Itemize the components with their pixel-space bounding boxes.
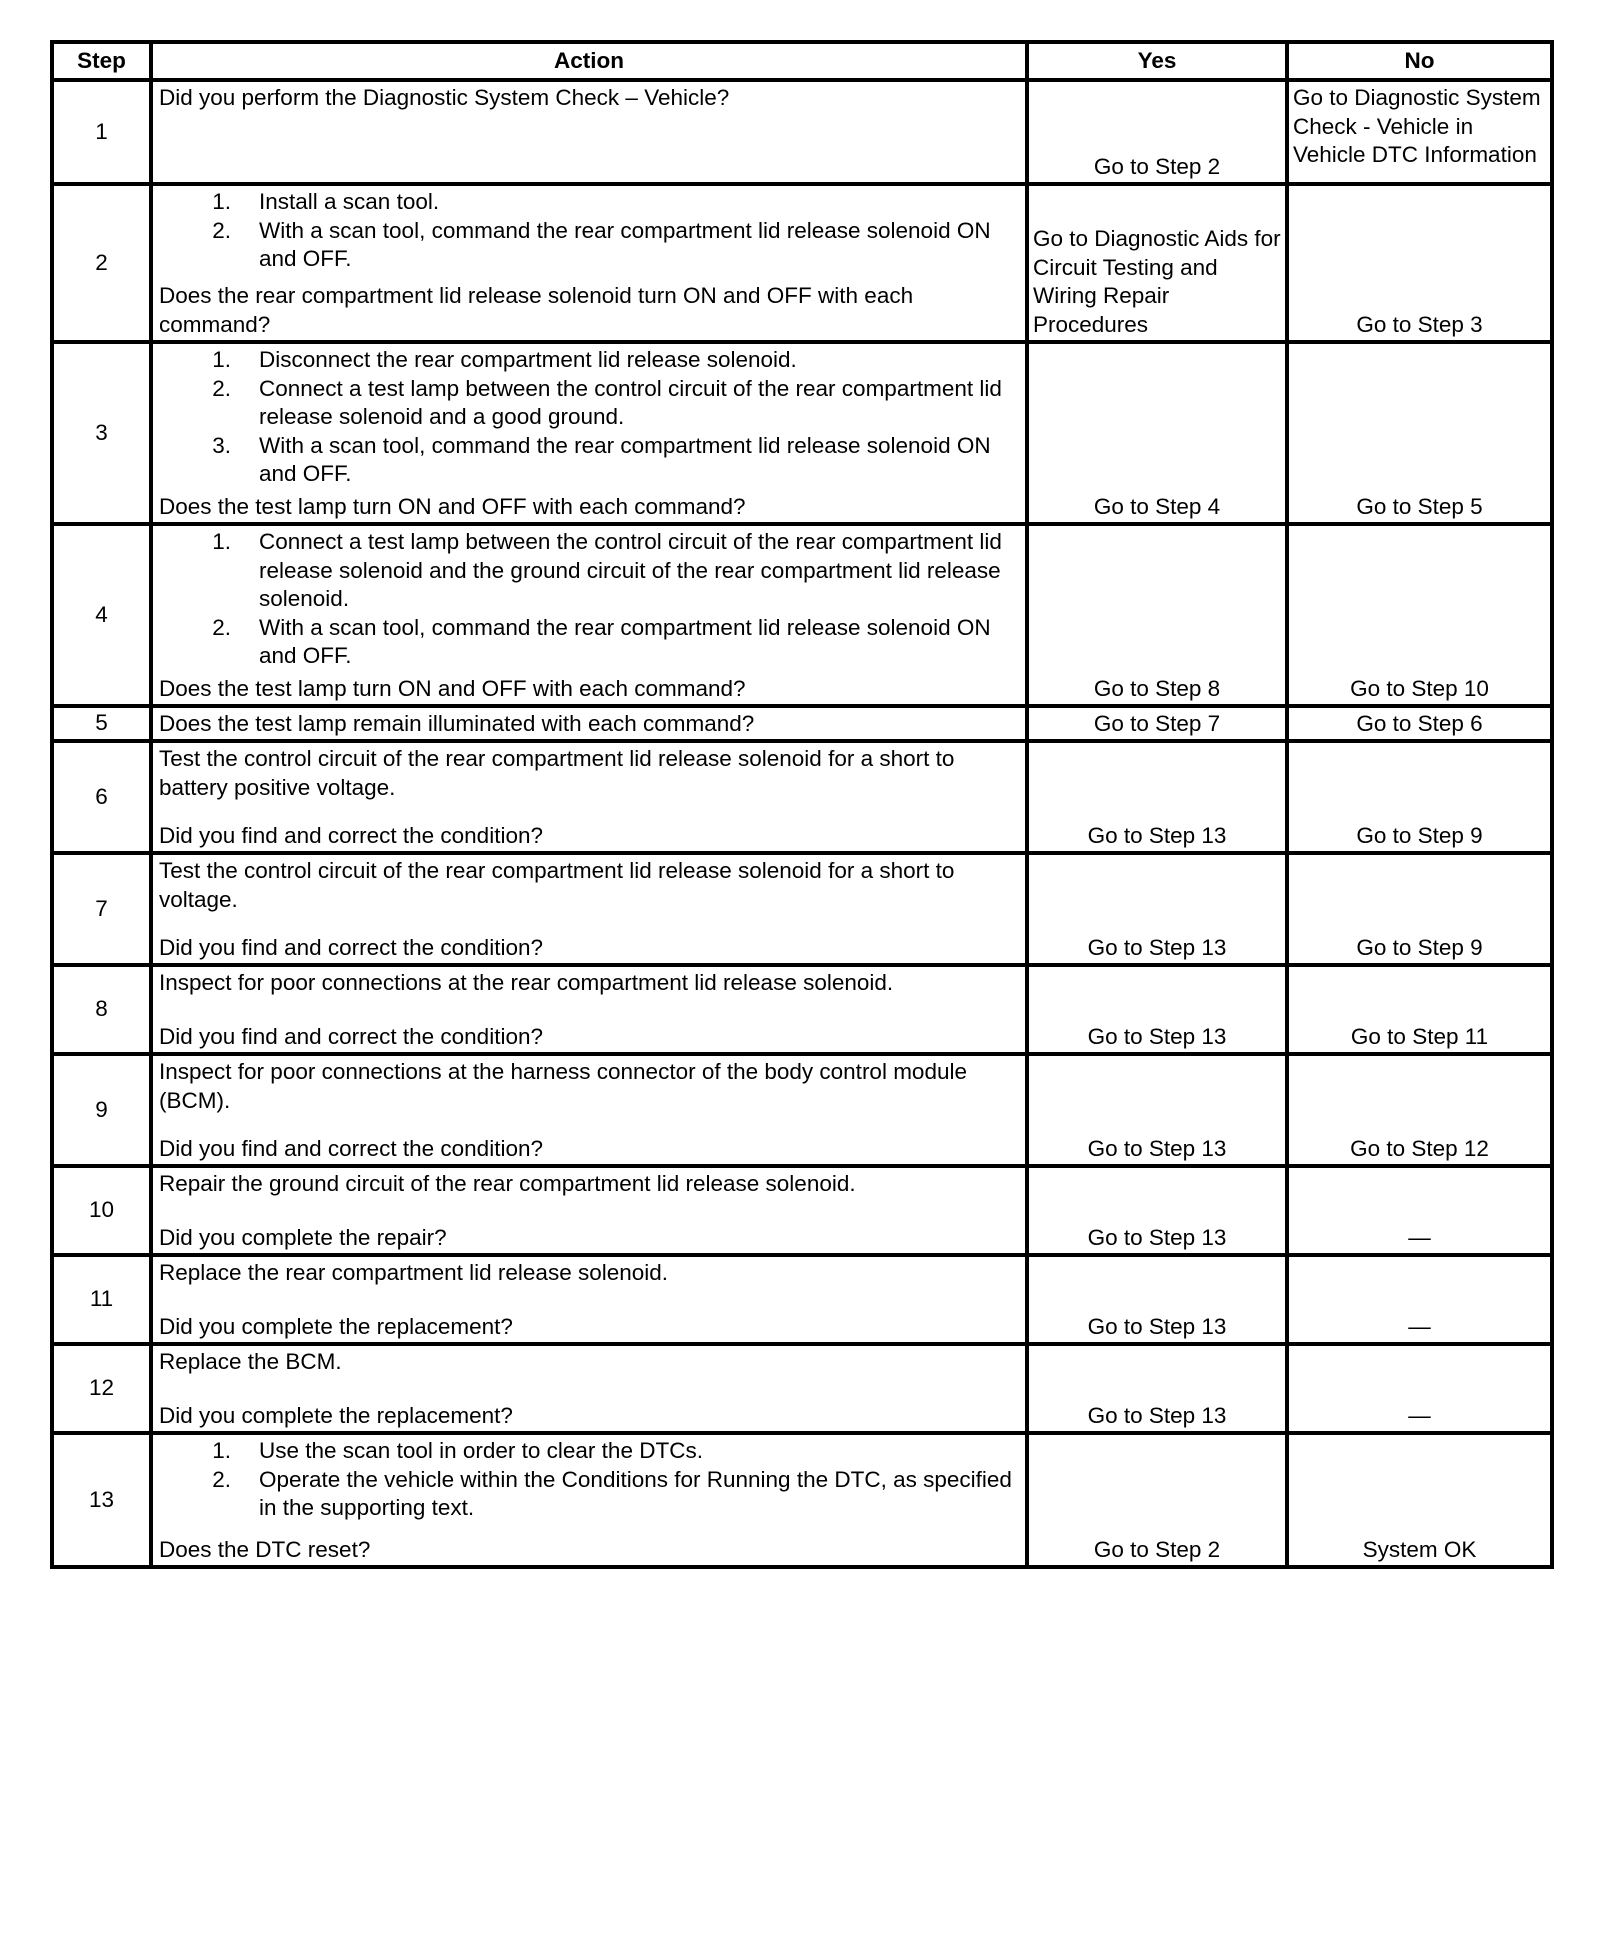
action-question: Did you find and correct the condition? <box>159 1023 543 1049</box>
yes-result: Go to Step 8 <box>1027 524 1287 706</box>
table-row <box>52 1255 1552 1344</box>
action-instruction: Inspect for poor connections at the rear compartment lid release solenoid. <box>159 970 894 995</box>
action-instruction: Replace the BCM. <box>159 1349 342 1374</box>
action-question: Did you complete the repair? <box>159 1224 447 1250</box>
action-step-item <box>159 217 1019 274</box>
action-step-item <box>159 1437 1019 1466</box>
action-cell <box>151 1255 1027 1344</box>
yes-result: Go to Step 13 <box>1027 1255 1287 1344</box>
action-cell <box>151 524 1027 706</box>
yes-result: Go to Step 2 <box>1027 1433 1287 1567</box>
action-step-number: 2. <box>212 1466 231 1492</box>
yes-result: Go to Step 13 <box>1027 1054 1287 1166</box>
action-step-number: 1. <box>212 529 231 554</box>
action-instruction: Test the control circuit of the rear compartment lid release solenoid for a short to voltage. <box>159 858 955 912</box>
no-result: — <box>1287 1166 1552 1255</box>
step-number: 10 <box>52 1166 151 1255</box>
yes-result: Go to Step 13 <box>1027 965 1287 1054</box>
header-action: Action <box>151 42 1027 80</box>
no-result: Go to Diagnostic System Check - Vehicle in Vehicle DTC Information <box>1287 80 1552 184</box>
action-steps-list <box>159 346 1019 489</box>
no-result: Go to Step 6 <box>1287 706 1552 741</box>
action-cell <box>151 1433 1027 1567</box>
action-cell <box>151 80 1027 184</box>
yes-result: Go to Step 7 <box>1027 706 1287 741</box>
action-question: Does the test lamp turn ON and OFF with each command? <box>159 675 746 701</box>
action-cell <box>151 706 1027 741</box>
action-step-item <box>159 346 1019 375</box>
step-number: 11 <box>52 1255 151 1344</box>
action-step-text: With a scan tool, command the rear compartment lid release solenoid ON and OFF. <box>259 432 991 486</box>
no-result: Go to Step 10 <box>1287 524 1552 706</box>
action-step-item <box>159 188 1019 217</box>
action-step-number: 3. <box>212 432 231 458</box>
action-step-text: Operate the vehicle within the Conditions for Running the DTC, as specified in the supporting text. <box>259 1466 1012 1520</box>
action-question: Does the test lamp turn ON and OFF with each command? <box>159 493 746 519</box>
step-number: 7 <box>52 853 151 965</box>
no-result: Go to Step 9 <box>1287 741 1552 853</box>
step-number: 2 <box>52 184 151 342</box>
table-row <box>52 1166 1552 1255</box>
action-steps-list <box>159 188 1019 274</box>
no-result: — <box>1287 1255 1552 1344</box>
step-number: 4 <box>52 524 151 706</box>
step-number: 13 <box>52 1433 151 1567</box>
action-step-item <box>159 614 1019 671</box>
action-cell <box>151 1054 1027 1166</box>
action-step-text: Install a scan tool. <box>259 189 440 214</box>
action-step-text: With a scan tool, command the rear compartment lid release solenoid ON and OFF. <box>259 614 991 668</box>
no-result: Go to Step 9 <box>1287 853 1552 965</box>
no-result: Go to Step 3 <box>1287 184 1552 342</box>
action-question: Did you find and correct the condition? <box>159 1135 543 1161</box>
no-result: Go to Step 11 <box>1287 965 1552 1054</box>
step-number: 3 <box>52 342 151 524</box>
action-instruction: Repair the ground circuit of the rear compartment lid release solenoid. <box>159 1171 856 1196</box>
table-row <box>52 1433 1552 1567</box>
action-step-number: 1. <box>212 189 231 214</box>
diagnostic-table <box>50 40 1554 1569</box>
table-row <box>52 342 1552 524</box>
table-row <box>52 706 1552 741</box>
table-row <box>52 80 1552 184</box>
action-steps-list <box>159 528 1019 671</box>
yes-result: Go to Step 2 <box>1027 80 1287 184</box>
step-number: 12 <box>52 1344 151 1433</box>
step-number: 9 <box>52 1054 151 1166</box>
yes-result: Go to Step 13 <box>1027 741 1287 853</box>
yes-result: Go to Step 13 <box>1027 1166 1287 1255</box>
header-yes: Yes <box>1027 42 1287 80</box>
action-step-number: 2. <box>212 217 231 243</box>
action-cell <box>151 184 1027 342</box>
action-cell <box>151 741 1027 853</box>
header-step: Step <box>52 42 151 80</box>
action-step-text: Use the scan tool in order to clear the DTCs. <box>259 1438 703 1463</box>
yes-result: Go to Step 13 <box>1027 1344 1287 1433</box>
action-step-number: 2. <box>212 375 231 401</box>
step-number: 1 <box>52 80 151 184</box>
header-no: No <box>1287 42 1552 80</box>
no-result: System OK <box>1287 1433 1552 1567</box>
action-question: Does the test lamp remain illuminated with each command? <box>159 711 755 736</box>
table-row <box>52 1344 1552 1433</box>
action-step-text: With a scan tool, command the rear compartment lid release solenoid ON and OFF. <box>259 217 991 271</box>
table-row <box>52 1054 1552 1166</box>
header-row <box>52 42 1552 80</box>
yes-result: Go to Step 4 <box>1027 342 1287 524</box>
action-step-item <box>159 375 1019 432</box>
action-step-number: 1. <box>212 347 231 372</box>
action-question: Did you find and correct the condition? <box>159 934 543 960</box>
action-question: Does the rear compartment lid release solenoid turn ON and OFF with each command? <box>159 283 914 337</box>
action-instruction: Test the control circuit of the rear compartment lid release solenoid for a short to battery positive voltage. <box>159 746 955 800</box>
action-cell <box>151 965 1027 1054</box>
step-number: 5 <box>52 706 151 741</box>
action-question: Did you complete the replacement? <box>159 1313 513 1339</box>
table-row <box>52 965 1552 1054</box>
step-number: 8 <box>52 965 151 1054</box>
action-cell <box>151 342 1027 524</box>
action-cell <box>151 1344 1027 1433</box>
action-question: Did you perform the Diagnostic System Check – Vehicle? <box>159 85 730 110</box>
action-question: Does the DTC reset? <box>159 1536 371 1562</box>
action-question: Did you find and correct the condition? <box>159 822 543 848</box>
action-step-item <box>159 528 1019 614</box>
action-cell <box>151 853 1027 965</box>
no-result: — <box>1287 1344 1552 1433</box>
action-step-number: 2. <box>212 614 231 640</box>
table-row <box>52 524 1552 706</box>
table-row <box>52 741 1552 853</box>
action-step-item <box>159 432 1019 489</box>
action-step-text: Connect a test lamp between the control circuit of the rear compartment lid release solenoid and a good ground. <box>259 375 1002 429</box>
action-instruction: Inspect for poor connections at the harness connector of the body control module (BCM). <box>159 1059 967 1113</box>
action-cell <box>151 1166 1027 1255</box>
yes-result: Go to Diagnostic Aids for Circuit Testing and Wiring Repair Procedures <box>1027 184 1287 342</box>
action-steps-list <box>159 1437 1019 1523</box>
yes-result: Go to Step 13 <box>1027 853 1287 965</box>
action-question: Did you complete the replacement? <box>159 1402 513 1428</box>
action-step-item <box>159 1466 1019 1523</box>
table-row <box>52 853 1552 965</box>
action-step-text: Connect a test lamp between the control circuit of the rear compartment lid release solenoid and the ground circuit of the rear compartment lid release solenoid. <box>259 529 1002 611</box>
no-result: Go to Step 12 <box>1287 1054 1552 1166</box>
step-number: 6 <box>52 741 151 853</box>
action-step-number: 1. <box>212 1438 231 1463</box>
table-row <box>52 184 1552 342</box>
no-result: Go to Step 5 <box>1287 342 1552 524</box>
action-step-text: Disconnect the rear compartment lid release solenoid. <box>259 347 797 372</box>
action-instruction: Replace the rear compartment lid release solenoid. <box>159 1260 669 1285</box>
